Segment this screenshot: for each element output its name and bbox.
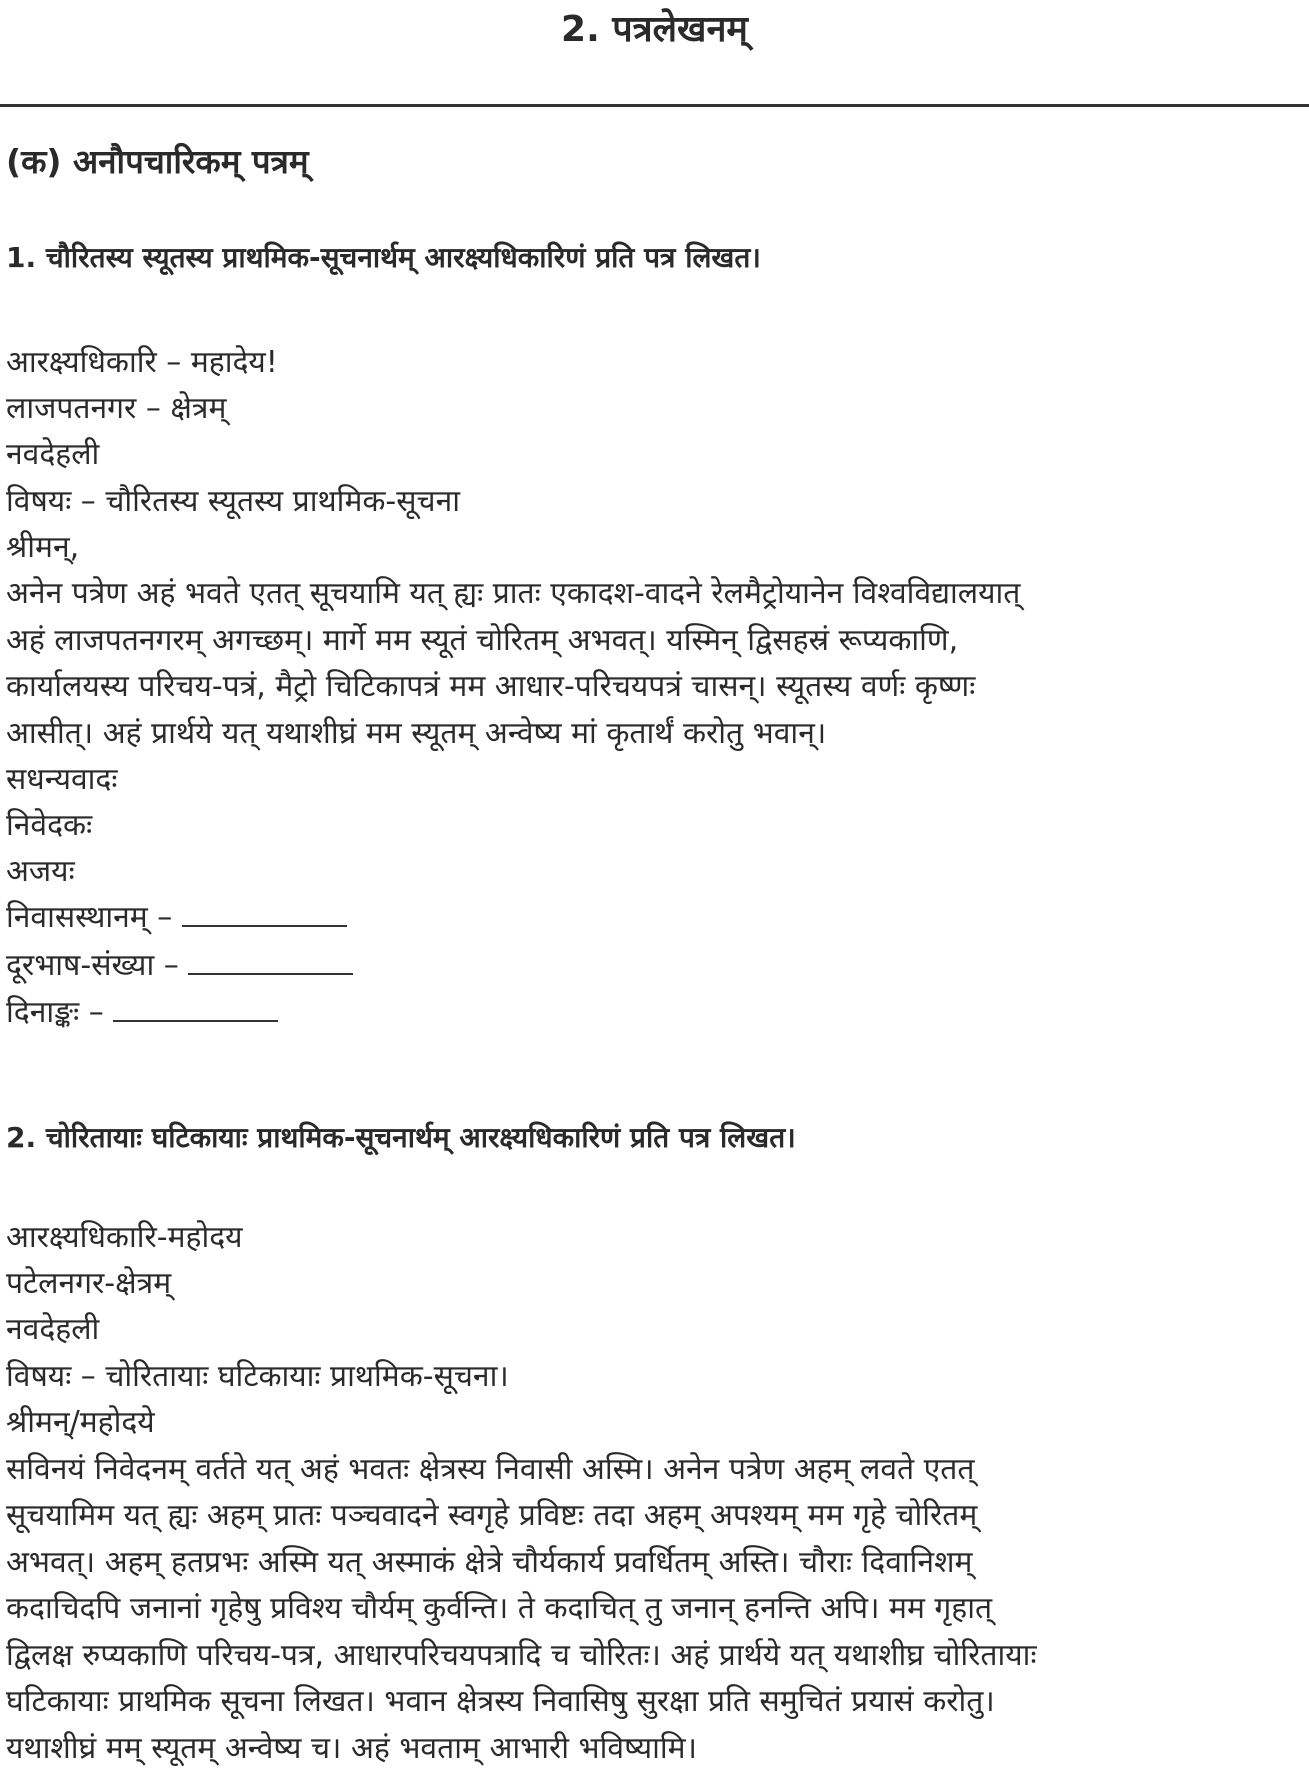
letter1-sender-label: निवेदकः bbox=[6, 808, 93, 843]
letter2-line: श्रीमन्/महोदये bbox=[6, 1405, 155, 1440]
letter2-body: अभवत्। अहम् हतप्रभः अस्मि यत् अस्माकं क्षेत्रे चौर्यकार्य प्रवर्धितम् अस्ति। चौराः दिवानिशम् bbox=[6, 1545, 973, 1580]
page-title: 2. पत्रलेखनम् bbox=[561, 9, 748, 50]
phone-blank bbox=[188, 972, 353, 975]
question-1: 1. चौरितस्य स्यूतस्य प्राथमिक-सूचनार्थम् आरक्ष्यधिकारिणं प्रति पत्र लिखत। bbox=[6, 241, 761, 274]
letter1-line: नवदेहली bbox=[6, 437, 100, 472]
phone-label: दूरभाष-संख्या – bbox=[6, 948, 189, 983]
letter2-body: घटिकायाः प्राथमिक सूचना लिखत। भवान क्षेत्रस्य निवासिषु सुरक्षा प्रति समुचितं प्रयासं करोतु। bbox=[6, 1684, 995, 1719]
letter1-sender-name: अजयः bbox=[6, 854, 75, 889]
letter2-body: सूचयामिम यत् ह्यः अहम् प्रातः पञ्चवादने स्वगृहे प्रविष्टः तदा अहम् अपश्यम् मम गृहे चोरितम् bbox=[6, 1498, 978, 1533]
letter2-line: नवदेहली bbox=[6, 1312, 100, 1347]
date-blank bbox=[113, 1019, 278, 1022]
letter1-line: विषयः – चौरितस्य स्यूतस्य प्राथमिक-सूचना bbox=[6, 484, 460, 519]
residence-blank bbox=[182, 924, 347, 927]
letter2-body: कदाचिदपि जनानां गृहेषु प्रविश्य चौर्यम् कुर्वन्ति। ते कदाचित् तु जनान् हनन्ति अपि। मम गृहात् bbox=[6, 1591, 993, 1626]
date-field bbox=[6, 993, 278, 1033]
letter1-body: अहं लाजपतनगरम् अगच्छम्। मार्गे मम स्यूतं चोरितम् अभवत्। यस्मिन् द्विसहस्रं रूप्यकाणि, bbox=[6, 623, 959, 658]
letter2-body: द्विलक्ष रुप्यकाणि परिचय-पत्र, आधारपरिचयपत्रादि च चोरितः। अहं प्रार्थये यत् यथाशीघ्र चोरितायाः bbox=[6, 1638, 1037, 1673]
date-label: दिनाङ्कः – bbox=[6, 995, 114, 1030]
letter2-body: यथाशीघ्रं मम् स्यूतम् अन्वेष्य च। अहं भवताम् आभारी भविष्यामि। bbox=[6, 1731, 697, 1766]
letter1-line: लाजपतनगर – क्षेत्रम् bbox=[6, 391, 227, 426]
letter2-line: विषयः – चोरितायाः घटिकायाः प्राथमिक-सूचना। bbox=[6, 1359, 509, 1394]
letter1-body: अनेन पत्रेण अहं भवते एतत् सूचयामि यत् ह्यः प्रातः एकादश-वादने रेलमैट्रोयानेन विश्वविद्यालयात् bbox=[6, 576, 1021, 611]
letter2-body: सविनयं निवेदनम् वर्तते यत् अहं भवतः क्षेत्रस्य निवासी अस्मि। अनेन पत्रेण अहम् लवते एतत् bbox=[6, 1452, 975, 1487]
question-2: 2. चोरितायाः घटिकायाः प्राथमिक-सूचनार्थम् आरक्ष्यधिकारिणं प्रति पत्र लिखत। bbox=[6, 1121, 796, 1154]
phone-field bbox=[6, 946, 353, 986]
letter2-line: आरक्ष्यधिकारि-महोदय bbox=[6, 1220, 243, 1255]
letter1-body: कार्यालयस्य परिचय-पत्रं, मैट्रो चिटिकापत्रं मम आधार-परिचयपत्रं चासन्। स्यूतस्य वर्णः कृष्णः bbox=[6, 669, 976, 704]
letter1-line: आरक्ष्यधिकारि – महादेय! bbox=[6, 345, 278, 380]
residence-field bbox=[6, 898, 347, 938]
title-divider bbox=[0, 104, 1309, 107]
residence-label: निवासस्थानम् – bbox=[6, 900, 182, 935]
letter1-line: श्रीमन्, bbox=[6, 530, 80, 565]
section-heading: (क) अनौपचारिकम् पत्रम् bbox=[6, 142, 309, 181]
letter1-closing: सधन्यवादः bbox=[6, 762, 118, 797]
letter1-body: आसीत्। अहं प्रार्थये यत् यथाशीघ्रं मम स्यूतम् अन्वेष्य मां कृतार्थं करोतु भवान्। bbox=[6, 716, 827, 751]
letter2-line: पटेलनगर-क्षेत्रम् bbox=[6, 1266, 172, 1301]
